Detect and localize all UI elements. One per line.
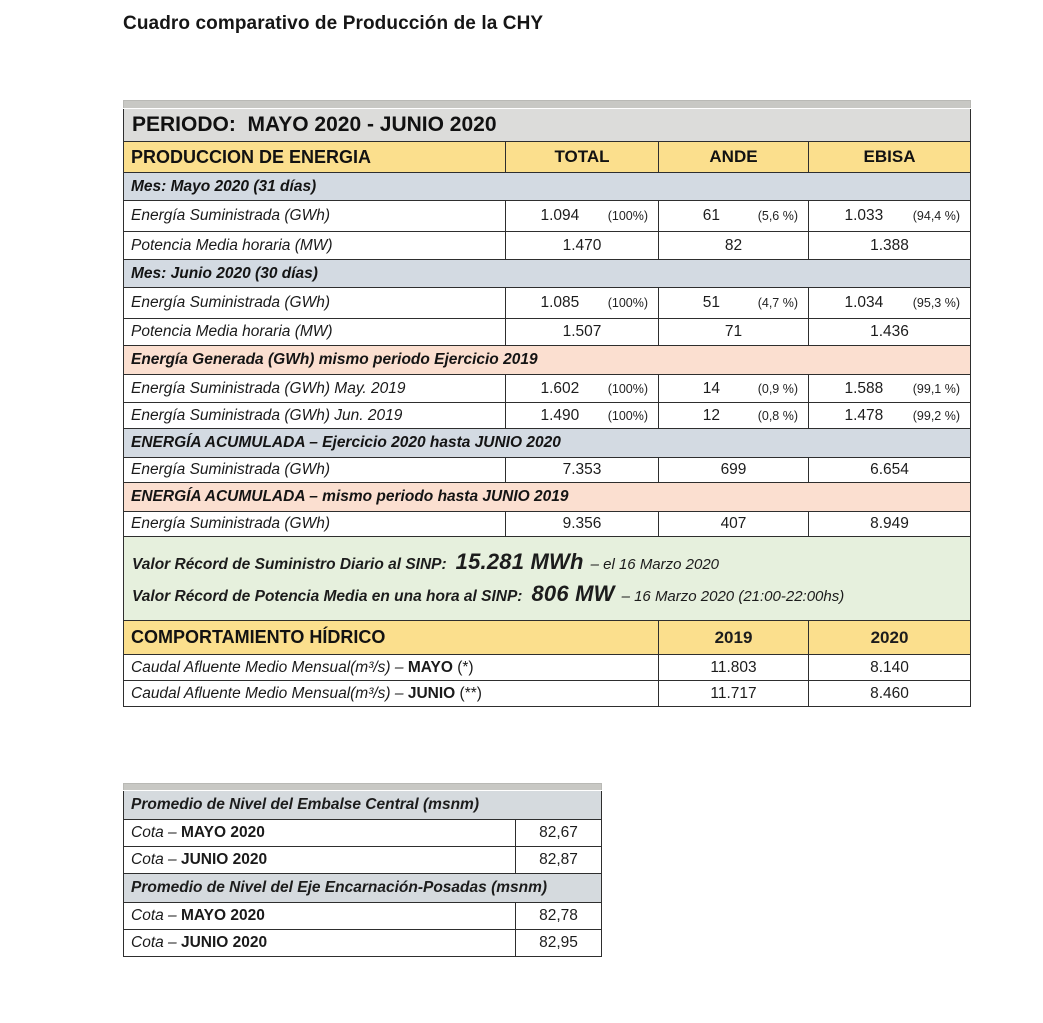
page-title: Cuadro comparativo de Producción de la CHY [123, 13, 544, 34]
row-cota-mayo-central [124, 820, 602, 847]
row-label: Energía Suministrada (GWh) [124, 512, 506, 537]
pct-ebisa: (95,3 %) [912, 296, 960, 310]
eje-encarnacion-title: Promedio de Nivel del Eje Encarnación-Posadas (msnm) [124, 874, 602, 903]
record-date: – 16 Marzo 2020 (21:00-22:00hs) [621, 587, 845, 605]
cota-label-month: MAYO 2020 [180, 907, 265, 924]
cell-ebisa: 1.388 [809, 232, 971, 260]
caudal-label-month: MAYO [407, 658, 453, 676]
section-title-mayo-2020: Mes: Mayo 2020 (31 días) [124, 173, 971, 201]
caudal-label-month: JUNIO [407, 684, 456, 702]
cell-2020: 8.140 [809, 655, 971, 681]
section-title-generada-2019: Energía Generada (GWh) mismo periodo Ejercicio 2019 [124, 346, 971, 375]
pct-ande: (0,8 %) [757, 408, 798, 423]
cell-ande [659, 288, 809, 319]
row-label: Energía Suministrada (GWh) [124, 288, 506, 319]
cell-ande: 699 [659, 458, 809, 483]
cota-label-month: JUNIO 2020 [180, 934, 268, 951]
pct-total: (100%) [607, 408, 648, 423]
eje-encarnacion-header-row [124, 874, 602, 903]
section-row-junio-2020 [124, 260, 971, 288]
pct-total: (100%) [607, 209, 648, 223]
cell-ebisa [809, 403, 971, 429]
pct-total: (100%) [607, 381, 648, 396]
periodo-title: PERIODO: MAYO 2020 - JUNIO 2020 [124, 109, 971, 142]
cota-label-month: MAYO 2020 [180, 824, 265, 841]
cell-total [506, 403, 659, 429]
cell-total [506, 201, 659, 232]
row-potencia-media-mayo [124, 232, 971, 260]
section-row-mayo-2020 [124, 173, 971, 201]
embalse-central-title: Promedio de Nivel del Embalse Central (msnm) [124, 791, 602, 820]
pct-total: (100%) [607, 296, 648, 310]
row-energia-jun-2019 [124, 403, 971, 429]
cota-label-text: Cota – [131, 907, 177, 924]
caudal-label-note: (**) [459, 684, 482, 702]
row-label: Potencia Media horaria (MW) [124, 232, 506, 260]
pct-ebisa: (99,1 %) [912, 381, 960, 396]
table-top-strip [124, 784, 602, 791]
row-label: Energía Suministrada (GWh) Jun. 2019 [124, 403, 506, 429]
embalse-central-header-row [124, 791, 602, 820]
cell-total: 7.353 [506, 458, 659, 483]
cell-cota-value: 82,78 [516, 903, 602, 930]
cell-ande [659, 403, 809, 429]
production-table [123, 100, 971, 707]
pct-ande: (5,6 %) [757, 209, 798, 223]
value-ebisa: 1.033 [844, 207, 884, 224]
periodo-row [124, 109, 971, 142]
row-energia-may-2019 [124, 375, 971, 403]
section-title-acumulada-2019: ENERGÍA ACUMULADA – mismo periodo hasta JUNIO 2019 [124, 483, 971, 512]
record-value: 15.281 MWh [455, 548, 584, 574]
reservoir-level-table [123, 783, 602, 957]
section-title-junio-2020: Mes: Junio 2020 (30 días) [124, 260, 971, 288]
record-label: Valor Récord de Potencia Media en una hora al SINP: [132, 587, 523, 605]
cell-total: 1.507 [506, 319, 659, 346]
value-ande: 14 [702, 379, 720, 397]
col-header-total: TOTAL [506, 142, 659, 173]
record-suministro-diario [132, 549, 962, 575]
row-label [124, 655, 659, 681]
row-label [124, 847, 516, 874]
row-label [124, 820, 516, 847]
cota-label-text: Cota – [131, 824, 177, 841]
table-top-strip-cell [124, 784, 602, 791]
cell-cota-value: 82,95 [516, 930, 602, 957]
row-label: Energía Suministrada (GWh) May. 2019 [124, 375, 506, 403]
cell-2019: 11.803 [659, 655, 809, 681]
row-caudal-junio [124, 681, 971, 707]
row-label: Energía Suministrada (GWh) [124, 201, 506, 232]
table-top-strip-cell [124, 101, 971, 109]
value-ebisa: 1.034 [844, 294, 884, 311]
hidrico-header-row [124, 621, 971, 655]
row-label [124, 681, 659, 707]
pct-ande: (0,9 %) [757, 381, 798, 396]
row-label [124, 930, 516, 957]
cell-ande: 82 [659, 232, 809, 260]
cell-ebisa [809, 375, 971, 403]
pct-ande: (4,7 %) [757, 296, 798, 310]
cota-label-month: JUNIO 2020 [180, 851, 268, 868]
row-cota-mayo-eje [124, 903, 602, 930]
value-ande: 61 [702, 207, 720, 224]
row-energia-suministrada-junio [124, 288, 971, 319]
value-total: 1.602 [540, 379, 580, 397]
record-potencia-media [132, 581, 962, 607]
row-acumulada-2020 [124, 458, 971, 483]
row-caudal-mayo [124, 655, 971, 681]
row-cota-junio-central [124, 847, 602, 874]
value-ande: 51 [702, 294, 720, 311]
section-row-acumulada-2020 [124, 429, 971, 458]
caudal-label-text: Caudal Afluente Medio Mensual(m³/s) – [131, 684, 404, 702]
row-label [124, 903, 516, 930]
col-header-produccion: PRODUCCION DE ENERGIA [124, 142, 506, 173]
pct-ebisa: (99,2 %) [912, 408, 960, 423]
row-label: Energía Suministrada (GWh) [124, 458, 506, 483]
cota-label-text: Cota – [131, 851, 177, 868]
row-energia-suministrada-mayo [124, 201, 971, 232]
record-value: 806 MW [531, 580, 615, 606]
cell-cota-value: 82,67 [516, 820, 602, 847]
cell-total [506, 288, 659, 319]
cell-total: 1.470 [506, 232, 659, 260]
cell-ebisa: 1.436 [809, 319, 971, 346]
record-values-block [124, 537, 971, 621]
hidrico-col-2019: 2019 [659, 621, 809, 655]
record-values-row [124, 537, 971, 621]
section-row-generada-2019 [124, 346, 971, 375]
cell-ebisa [809, 201, 971, 232]
pct-ebisa: (94,4 %) [912, 209, 960, 223]
col-header-ande: ANDE [659, 142, 809, 173]
cell-total [506, 375, 659, 403]
cell-ande [659, 201, 809, 232]
cell-ande: 71 [659, 319, 809, 346]
record-label: Valor Récord de Suministro Diario al SINP: [132, 555, 447, 573]
value-ande: 12 [702, 406, 720, 424]
cell-ande: 407 [659, 512, 809, 537]
column-header-row [124, 142, 971, 173]
value-total: 1.490 [540, 406, 580, 424]
cell-ebisa: 8.949 [809, 512, 971, 537]
value-ebisa: 1.478 [844, 406, 884, 424]
cell-2019: 11.717 [659, 681, 809, 707]
cell-ande [659, 375, 809, 403]
row-cota-junio-eje [124, 930, 602, 957]
row-label: Potencia Media horaria (MW) [124, 319, 506, 346]
cell-ebisa [809, 288, 971, 319]
row-potencia-media-junio [124, 319, 971, 346]
record-date: – el 16 Marzo 2020 [590, 555, 720, 573]
section-row-acumulada-2019 [124, 483, 971, 512]
col-header-ebisa: EBISA [809, 142, 971, 173]
hidrico-col-2020: 2020 [809, 621, 971, 655]
value-ebisa: 1.588 [844, 379, 884, 397]
cell-ebisa: 6.654 [809, 458, 971, 483]
table-top-strip [124, 101, 971, 109]
cota-label-text: Cota – [131, 934, 177, 951]
cell-2020: 8.460 [809, 681, 971, 707]
cell-cota-value: 82,87 [516, 847, 602, 874]
row-acumulada-2019 [124, 512, 971, 537]
value-total: 1.085 [540, 294, 580, 311]
caudal-label-text: Caudal Afluente Medio Mensual(m³/s) – [131, 658, 404, 676]
value-total: 1.094 [540, 207, 580, 224]
caudal-label-note: (*) [457, 658, 474, 676]
section-title-acumulada-2020: ENERGÍA ACUMULADA – Ejercicio 2020 hasta JUNIO 2020 [124, 429, 971, 458]
hidrico-title: COMPORTAMIENTO HÍDRICO [124, 621, 659, 655]
cell-total: 9.356 [506, 512, 659, 537]
